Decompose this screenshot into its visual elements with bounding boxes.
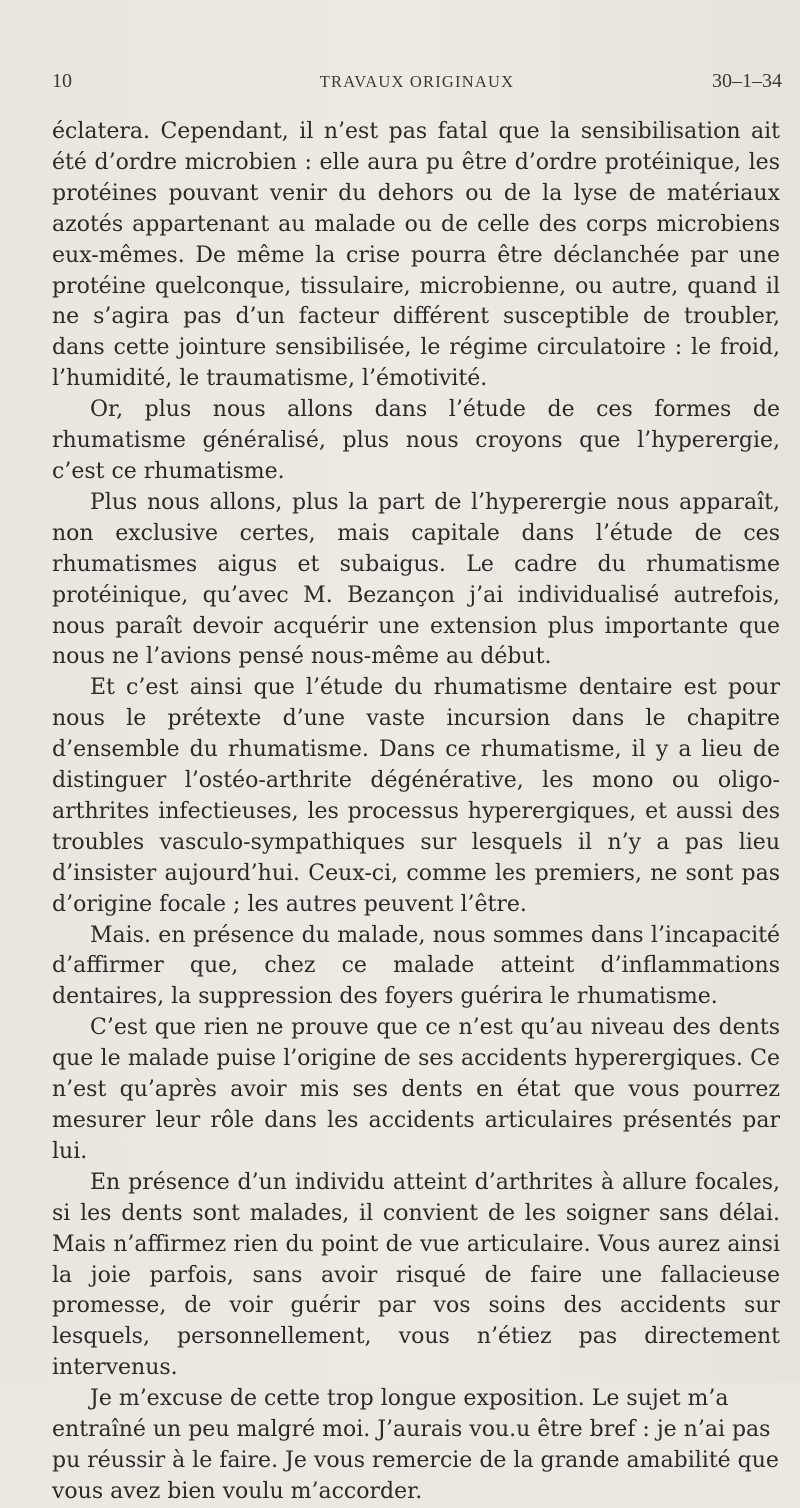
paragraph: Plus nous allons, plus la part de l’hyperergie nous apparaît, non exclusive certes, mais capitale dans l’étude de ces rhumatismes aigus et subaigus. Le cadre du rhumatisme protéinique, qu’avec M. Bezançon j’ai individualisé autrefois, nous paraît devoir acquérir une extension plus importante que nous ne l’avions pensé nous-même au début. (52, 489, 780, 670)
page-number: 10 (52, 70, 72, 92)
paragraph: C’est que rien ne prouve que ce n’est qu’au niveau des dents que le malade puise l’origine de ses accidents hyperergiques. Ce n’est qu’après avoir mis ses dents en état que vous pourrez mesurer leur rôle dans les accidents articulaires présentés par lui. (52, 1015, 780, 1164)
paragraph: Mais. en présence du malade, nous sommes dans l’incapacité d’affirmer que, chez ce malade atteint d’inflammations dentaires, la suppression des foyers guérira le rhumatisme. (52, 922, 780, 1010)
running-title: TRAVAUX ORIGINAUX (319, 72, 515, 91)
paragraph: En présence d’un individu atteint d’arthrites à allure focales, si les dents sont malades, il convient de les soigner sans délai. Mais n’affirmez rien du point de vue articulaire. Vous aurez ainsi la joie parfois, sans avoir risqué de faire une fallacieuse promesse, de voir guérir par vos soins des accidents sur lesquels, personnellement, vous n’étiez pas directement intervenus. (52, 1169, 780, 1381)
paragraph: Je m’excuse de cette trop longue exposition. Le sujet m’a entraîné un peu malgré moi. J’aurais vou.u être bref : je n’ai pas pu réussir à le faire. Je vous remercie de la grande amabilité que vous avez bien voulu m’accorder. (52, 1386, 779, 1504)
paragraph: éclatera. Cependant, il n’est pas fatal que la sensibilisation ait été d’ordre microbien : elle aura pu être d’ordre protéinique, les protéines pouvant venir du dehors ou de la lyse de matériaux azotés appartenant au malade ou de celle des corps microbiens eux-mêmes. De même la crise pourra être déclanchée par une protéine quelconque, tissulaire, microbienne, ou autre, quand il ne s’agira pas d’un facteur différent susceptible de troubler, dans cette jointure sensibilisée, le régime circulatoire : le froid, l’humidité, le traumatisme, l’émotivité. (52, 119, 780, 392)
paragraph: Et c’est ainsi que l’étude du rhumatisme dentaire est pour nous le prétexte d’une vaste incursion dans le chapitre d’ensemble du rhumatisme. Dans ce rhumatisme, il y a lieu de distinguer l’ostéo-arthrite dégénérative, les mono ou oligo-arthrites infectieuses, les processus hyperergiques, et aussi des troubles vasculo-sympathiques sur lesquels il n’y a pas lieu d’insister aujourd’hui. Ceux-ci, comme les premiers, ne sont pas d’origine focale ; les autres peuvent l’être. (52, 675, 780, 917)
body-text (52, 117, 780, 1508)
paragraph: Or, plus nous allons dans l’étude de ces formes de rhumatisme généralisé, plus nous croyons que l’hyperergie, c’est ce rhumatisme. (52, 397, 780, 484)
issue-date: 30–1–34 (712, 70, 782, 92)
running-head (52, 70, 782, 100)
